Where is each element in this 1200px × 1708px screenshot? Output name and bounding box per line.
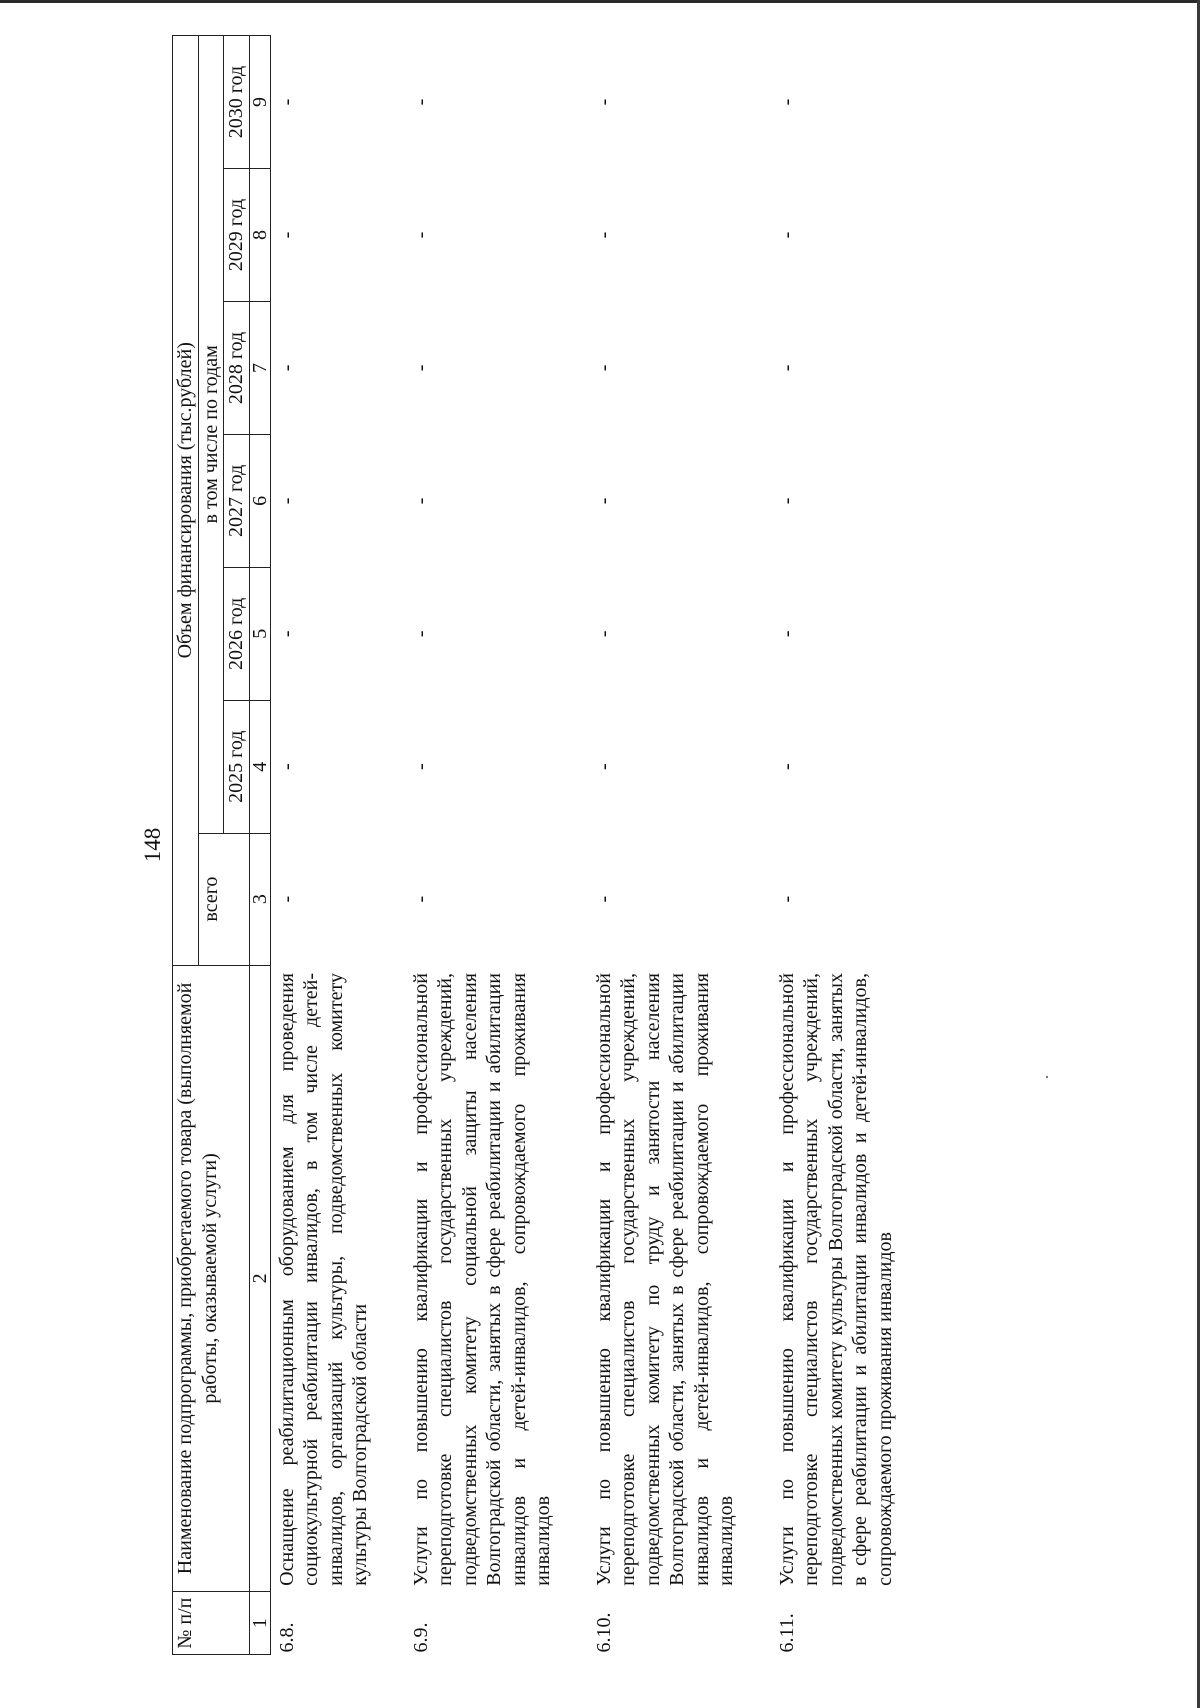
table-row: [403, 36, 586, 1655]
header-funding: Объем финансирования (тыс.рублей): [173, 36, 199, 966]
value-2026: -: [592, 630, 615, 638]
value-2025: -: [409, 763, 432, 771]
value-2026: -: [775, 630, 798, 638]
column-number: 4: [249, 700, 270, 833]
row-number: 6.11.: [775, 1613, 798, 1653]
header-year-2028: 2028 год: [224, 301, 250, 434]
value-2028: -: [592, 364, 615, 372]
value-total: -: [775, 895, 798, 903]
column-number-row: [249, 36, 270, 1655]
row-number: 6.10.: [592, 1612, 615, 1653]
header-year-2025: 2025 год: [224, 700, 250, 833]
column-number: 5: [249, 567, 270, 700]
value-total: -: [592, 895, 615, 903]
header-total: всего: [198, 833, 249, 965]
table-header: [173, 36, 271, 1655]
column-number: 3: [249, 833, 270, 965]
table-row: [270, 36, 403, 1655]
page-number: 148: [140, 827, 165, 863]
row-number: 6.9.: [409, 1622, 432, 1653]
row-description: Услуги по повышению квалификации и профессиональной переподготовке специалистов государственных учреждений, подведомственных комитету по труду и занятости населения Волгоградской области, занятых в сфере реабилитации и абилитации инвалидов и детей-инвалидов, сопровождаемого проживания инвалидов: [592, 973, 737, 1586]
value-2027: -: [409, 497, 432, 505]
row-number: 6.8.: [275, 1622, 298, 1653]
value-2029: -: [409, 231, 432, 239]
scan-edge-top: [0, 0, 1200, 3]
value-2030: -: [409, 98, 432, 106]
row-description: Услуги по повышению квалификации и профессиональной переподготовке специалистов государственных учреждений, подведомственных комитету социальной защиты населения Волгоградской области, занятых в сфере реабилитации и абилитации инвалидов и детей-инвалидов, сопровождаемого проживания инвалидов: [409, 973, 554, 1586]
value-total: -: [409, 895, 432, 903]
column-number: 1: [249, 1592, 270, 1655]
header-year-2026: 2026 год: [224, 567, 250, 700]
value-2030: -: [775, 98, 798, 106]
value-2026: -: [409, 630, 432, 638]
column-number: 8: [249, 169, 270, 302]
table-row: [769, 36, 928, 1655]
value-2027: -: [775, 497, 798, 505]
value-2029: -: [275, 231, 298, 239]
value-2025: -: [592, 763, 615, 771]
column-number: 2: [249, 965, 270, 1592]
header-by-years: в том числе по годам: [198, 36, 224, 834]
column-number: 6: [249, 434, 270, 567]
row-description: Оснащение реабилитационным оборудованием для проведения социокультурной реабилитации инвалидов, в том числе детей-инвалидов, организаций культуры, подведомственных комитету культуры Волгоградской области: [275, 973, 371, 1586]
header-name: Наименование подпрограммы, приобретаемого товара (выполняемой работы, оказываемой услуги): [173, 965, 250, 1592]
header-year-2029: 2029 год: [224, 169, 250, 302]
value-2029: -: [592, 231, 615, 239]
rotated-document-page: [140, 35, 1180, 1655]
value-2027: -: [275, 497, 298, 505]
column-number: 7: [249, 301, 270, 434]
value-2028: -: [275, 364, 298, 372]
table-body: [270, 36, 927, 1655]
header-year-2030: 2030 год: [224, 36, 250, 169]
header-year-2027: 2027 год: [224, 434, 250, 567]
table-row: [586, 36, 769, 1655]
funding-table: [172, 35, 927, 1655]
value-2028: -: [775, 364, 798, 372]
value-2028: -: [409, 364, 432, 372]
row-description: Услуги по повышению квалификации и профессиональной переподготовке специалистов государственных учреждений, подведомственных комитету культуры Волгоградской области, занятых в сфере реабилитации и абилитации инвалидов и детей-инвалидов, сопровождаемого проживания инвалидов: [775, 973, 896, 1586]
value-2030: -: [275, 98, 298, 106]
value-2025: -: [275, 763, 298, 771]
value-total: -: [275, 895, 298, 903]
column-number: 9: [249, 36, 270, 169]
value-2027: -: [592, 497, 615, 505]
value-2026: -: [275, 630, 298, 638]
value-2029: -: [775, 231, 798, 239]
value-2025: -: [775, 763, 798, 771]
header-num: № п/п: [173, 1592, 250, 1655]
value-2030: -: [592, 98, 615, 106]
